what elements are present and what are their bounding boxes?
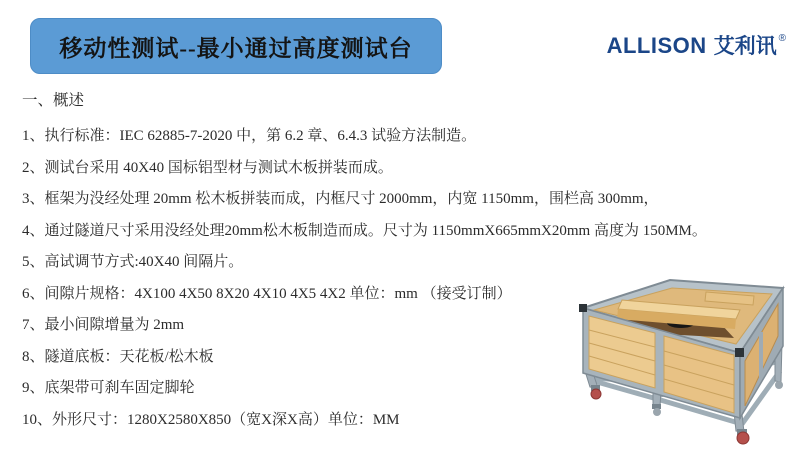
test-platform-photo <box>556 266 796 448</box>
logo-wordmark: ALLISON <box>606 33 707 58</box>
spec-item: 9、底架带可刹车固定脚轮 <box>22 380 195 396</box>
corner-cap <box>579 304 587 312</box>
spec-item: 1、执行标准：IEC 62885-7-2020 中，第 6.2 章、6.4.3 试验方法制造。 <box>22 128 477 144</box>
spec-item: 4、通过隧道尺寸采用没经处理20mm松木板制造而成。尺寸为 1150mmX665mmX20mm 高度为 150MM。 <box>22 222 707 239</box>
spec-item: 8、隧道底板：天花板/松木板 <box>22 348 214 365</box>
logo-cjk-name: 艾利讯 <box>713 35 777 58</box>
page-title: 移动性测试--最小通过高度测试台 <box>59 35 413 61</box>
overview-heading: 一、概述 <box>22 92 85 109</box>
spec-item: 3、框架为没经处理 20mm 松木板拼装而成，内框尺寸 2000mm，内宽 1150mm，围栏高 300mm， <box>22 191 659 207</box>
registered-mark-icon: ® <box>778 33 786 44</box>
spec-item: 6、间隙片规格：4X100 4X50 8X20 4X10 4X5 4X2 单位：mm （接受订制） <box>22 285 512 302</box>
spec-item: 2、测试台采用 40X40 国标铝型材与测试木板拼装而成。 <box>22 159 393 176</box>
spec-item: 7、最小间隙增量为 2mm <box>22 317 185 333</box>
title-banner <box>30 18 442 74</box>
spec-item: 5、高试调节方式:40X40 间隔片。 <box>22 254 244 270</box>
spec-list <box>22 88 707 436</box>
corner-cap <box>735 348 744 357</box>
spec-item: 10、外形尺寸：1280X2580X850（宽X深X高）单位：MM <box>22 411 400 428</box>
brand-logo <box>607 30 786 60</box>
